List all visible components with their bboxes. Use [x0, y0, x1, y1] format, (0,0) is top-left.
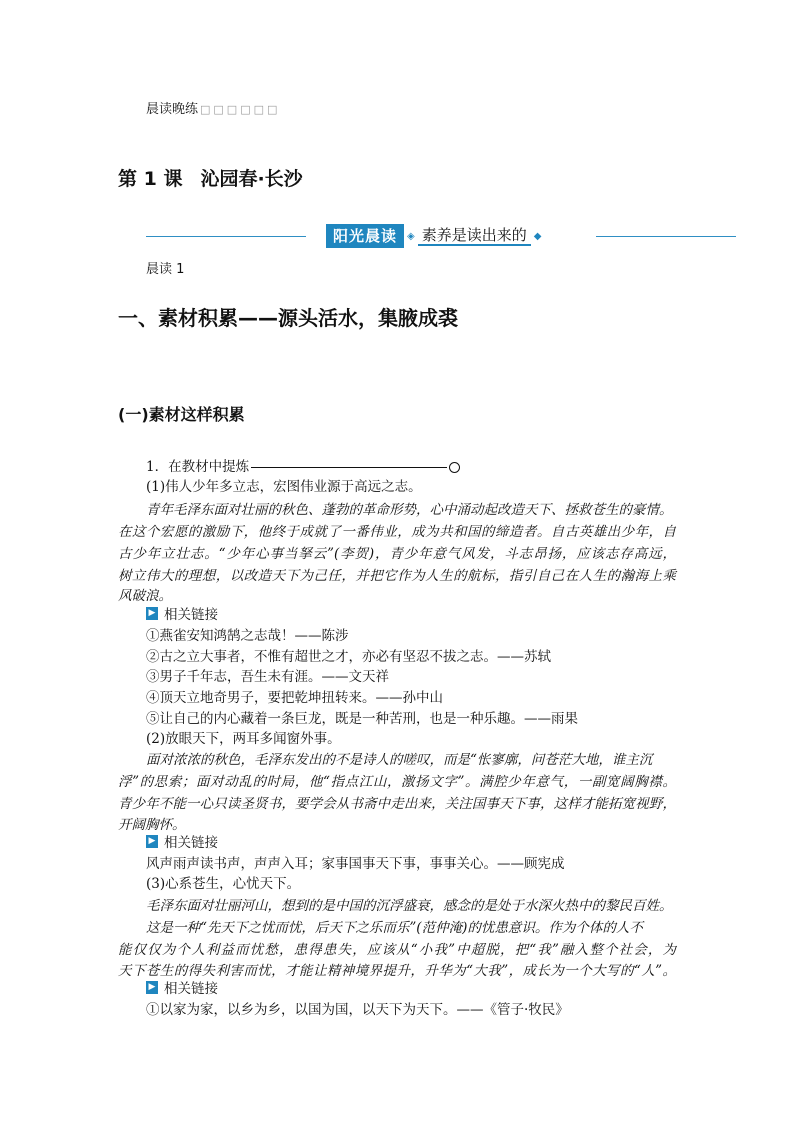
- point-2-title: (2)放眼天下，两耳多闻窗外事。: [146, 731, 341, 747]
- quote-item: ④顶天立地奇男子，要把乾坤扭转来。——孙中山: [146, 690, 443, 706]
- point-2-line: 面对浓浓的秋色，毛泽东发出的不是诗人的嗟叹，而是“怅寥廓，问苍茫大地，谁主沉: [146, 752, 653, 768]
- point-1-line: 古少年立壮志。“少年心事当拏云”(李贺)，青少年意气风发，斗志昂扬，应该志存高远，: [118, 546, 676, 562]
- section-heading: 一、素材积累——源头活水，集腋成裘: [118, 306, 458, 330]
- quote-item: ②古之立大事者，不惟有超世之才，亦必有坚忍不拔之志。——苏轼: [146, 649, 551, 665]
- fill-blank-line: [251, 467, 447, 468]
- header-label: 晨读晚练: [146, 102, 199, 117]
- related-link: [146, 603, 218, 623]
- point-2-line: 青少年不能一心只读圣贤书，要学会从书斋中走出来，关注国事天下事，这样才能拓宽视野，: [118, 796, 676, 812]
- banner-dot-icon: ◈: [407, 230, 415, 242]
- point-3-line: 能仅仅为个人利益而忧愁，患得患失，应该从“小我”中超脱，把“我”融入整个社会，为: [118, 942, 676, 958]
- lesson-number: 第 1 课: [118, 168, 183, 190]
- lesson-title: [118, 164, 303, 191]
- related-link-label: 相关链接: [164, 835, 218, 851]
- item-1-label: 1．在教材中提炼: [146, 459, 250, 475]
- quote-item: ⑤让自己的内心藏着一条巨龙，既是一种苦刑，也是一种乐趣。——雨果: [146, 711, 578, 727]
- item-1: [146, 455, 460, 475]
- related-link: [146, 831, 218, 851]
- quote-item: ①燕雀安知鸿鹄之志哉！——陈涉: [146, 628, 349, 644]
- subsection-heading: (一)素材这样积累: [118, 405, 245, 424]
- point-1-line: 风破浪。: [118, 588, 172, 604]
- quote-item: ③男子千年志，吾生未有涯。——文天祥: [146, 669, 389, 685]
- banner-left-rule: [146, 236, 306, 237]
- lesson-name: 沁园春·长沙: [200, 168, 303, 190]
- point-3-line: 这是一种“先天下之忧而忧，后天下之乐而乐”(范仲淹)的忧患意识。作为个体的人不: [146, 920, 643, 936]
- banner-end-dot-icon: ◆: [533, 230, 542, 242]
- point-2-line: 浮”的思索；面对动乱的时局，他“指点江山，激扬文字”。满腔少年意气，一副宽阔胸襟。: [118, 774, 676, 790]
- point-1-title: (1)伟人少年多立志，宏图伟业源于高远之志。: [146, 479, 422, 495]
- page-header: [146, 98, 280, 117]
- section-banner: [326, 225, 541, 247]
- point-1-line: 在这个宏愿的激励下，他终于成就了一番伟业，成为共和国的缔造者。自古英雄出少年，自: [118, 524, 676, 540]
- morning-reading-label: 晨读 1: [146, 262, 185, 277]
- circle-icon: [449, 462, 460, 473]
- chevron-right-icon: ▶: [146, 981, 158, 994]
- related-link-label: 相关链接: [164, 607, 218, 623]
- related-link-label: 相关链接: [164, 981, 218, 997]
- quote-item: ①以家为家，以乡为乡，以国为国，以天下为天下。——《管子·牧民》: [146, 1002, 569, 1018]
- related-link: [146, 977, 218, 997]
- point-3-line: 天下苍生的得失利害而忧，才能让精神境界提升，升华为“大我”，成长为一个大写的“人”。: [118, 963, 676, 979]
- point-1-line: 青年毛泽东面对壮丽的秋色、蓬勃的革命形势，心中涌动起改造天下、拯救苍生的豪情。: [146, 502, 673, 518]
- chevron-right-icon: ▶: [146, 607, 158, 620]
- header-boxes: □□□□□□: [200, 103, 281, 116]
- banner-subtitle: 素养是读出来的: [418, 226, 531, 246]
- point-3-line: 毛泽东面对壮丽河山，想到的是中国的沉浮盛衰，感念的是处于水深火热中的黎民百姓。: [146, 898, 673, 914]
- chevron-right-icon: ▶: [146, 835, 158, 848]
- point-2-line: 开阔胸怀。: [118, 817, 186, 833]
- banner-tag: 阳光晨读: [326, 224, 404, 248]
- point-3-title: (3)心系苍生，心忧天下。: [146, 876, 301, 892]
- point-1-line: 树立伟大的理想，以改造天下为己任，并把它作为人生的航标，指引自己在人生的瀚海上乘: [118, 568, 676, 584]
- quote-item: 风声雨声读书声，声声入耳；家事国事天下事，事事关心。——顾宪成: [146, 856, 565, 872]
- banner-right-rule: [596, 236, 736, 237]
